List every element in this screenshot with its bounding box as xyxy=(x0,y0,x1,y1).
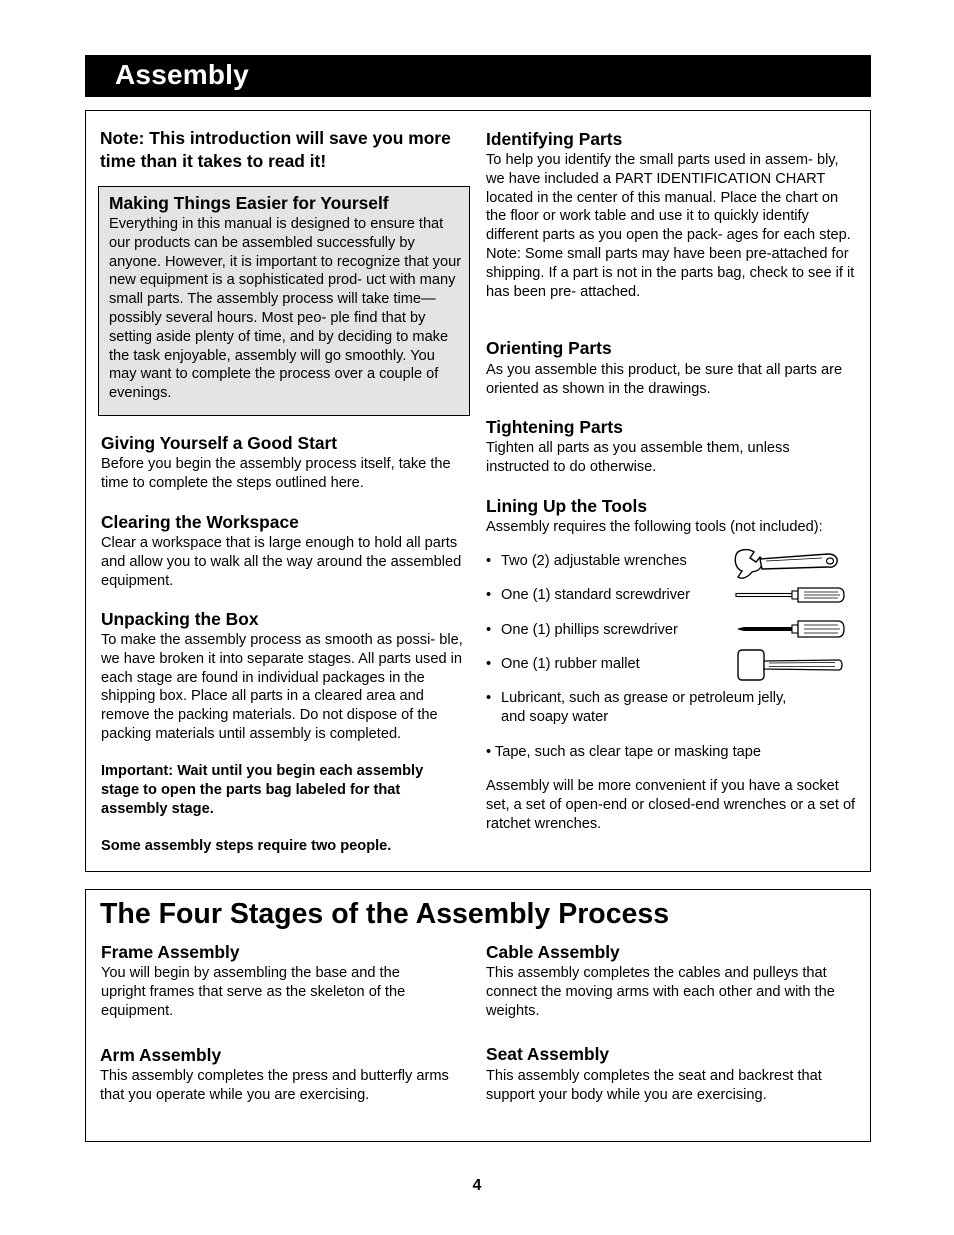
intro-note: Note: This introduction will save you more time than it takes to read it! xyxy=(100,128,451,171)
tool-list-item xyxy=(486,586,690,605)
page-number: 4 xyxy=(472,1177,482,1194)
tool-list-item xyxy=(486,621,678,640)
tool-list-item-label: Lubricant, such as grease or petroleum jelly, xyxy=(501,690,787,706)
identifying-body: To help you identify the small parts used in assem- bly, we have included a PART IDENTIFICATION CHART located in the center of this manual. Place the chart on the floor or work table and use it to quickly identify different parts as you open the pack- ages for each step. Note: Some small parts may have been pre-attached for shipping. If a part is not in the parts bag, check to see if it has been pre- attached. xyxy=(486,152,855,300)
important-note: Important: Wait until you begin each assembly stage to open the parts bag labeled for that assembly stage. xyxy=(101,763,424,817)
bullet: • xyxy=(486,553,492,569)
tightening-body: Tighten all parts as you assemble them, unless instructed to do otherwise. xyxy=(486,440,790,475)
convenient-note: Assembly will be more convenient if you have a socket set, a set of open-end or closed-end wrenches or a set of ratchet wrenches. xyxy=(486,778,856,832)
section-title: Assembly xyxy=(115,59,249,90)
tool-list-item xyxy=(486,655,640,674)
bullet: • xyxy=(486,622,492,638)
orienting-body: As you assemble this product, be sure that all parts are oriented as shown in the drawings. xyxy=(486,362,843,397)
unpacking-heading: Unpacking the Box xyxy=(101,609,259,629)
good-start-body: Before you begin the assembly process itself, take the time to complete the steps outlined here. xyxy=(101,456,451,491)
rubber-mallet-icon xyxy=(735,647,845,683)
unpacking-body: To make the assembly process as smooth as possi- ble, we have broken it into separate stages. All parts used in each stage are found in individual packages in the shipping box. Place all parts in a cleared area and remove the packing materials. Do not dispose of the packing materials until assembly is completed. xyxy=(101,632,463,742)
tool-list-item-label: Two (2) adjustable wrenches xyxy=(501,553,687,569)
stages-title: The Four Stages of the Assembly Process xyxy=(100,898,670,930)
section-header-bar xyxy=(85,55,871,97)
tip-box-heading: Making Things Easier for Yourself xyxy=(109,193,389,213)
tool-list-item-label-cont: and soapy water xyxy=(501,708,609,725)
bullet: • xyxy=(486,690,492,706)
tool-list-item xyxy=(486,552,687,571)
cable-assembly-heading: Cable Assembly xyxy=(486,942,620,962)
frame-assembly-heading: Frame Assembly xyxy=(101,942,240,962)
orienting-heading: Orienting Parts xyxy=(486,338,612,358)
phillips-screwdriver-icon xyxy=(736,619,846,639)
frame-assembly-body: You will begin by assembling the base and the upright frames that serve as the skeleton of the equipment. xyxy=(101,965,406,1019)
tools-heading: Lining Up the Tools xyxy=(486,496,647,516)
tightening-heading: Tightening Parts xyxy=(486,417,623,437)
seat-assembly-heading: Seat Assembly xyxy=(486,1044,610,1064)
bullet: • xyxy=(486,587,492,603)
good-start-heading: Giving Yourself a Good Start xyxy=(101,433,338,453)
tool-list-item-label: One (1) phillips screwdriver xyxy=(501,622,678,638)
standard-screwdriver-icon xyxy=(734,586,846,604)
identifying-heading: Identifying Parts xyxy=(486,129,623,149)
tool-list-item-label: One (1) rubber mallet xyxy=(501,656,640,672)
tool-list-item xyxy=(486,689,786,727)
tools-intro: Assembly requires the following tools (not included): xyxy=(486,519,823,535)
workspace-heading: Clearing the Workspace xyxy=(101,512,299,532)
bullet: • xyxy=(486,656,492,672)
tip-box-body: Everything in this manual is designed to ensure that our products can be assembled successfully by anyone. However, it is important to recognize that your new equipment is a sophisticated prod- uct with many small parts. The assembly process will take time—possibly several hours. Most peo- ple find that by setting aside plenty of time, and by deciding to make the task enjoyable, assembly will go smoothly. You may want to complete the process over a couple of evenings. xyxy=(109,216,462,402)
arm-assembly-heading: Arm Assembly xyxy=(100,1045,222,1065)
cable-assembly-body: This assembly completes the cables and pulleys that connect the moving arms with each other and with the weights. xyxy=(486,965,835,1019)
two-people-note: Some assembly steps require two people. xyxy=(101,838,392,854)
seat-assembly-body: This assembly completes the seat and backrest that support your body while you are exercising. xyxy=(486,1068,822,1103)
tape-item: • Tape, such as clear tape or masking tape xyxy=(486,744,761,760)
adjustable-wrench-icon xyxy=(732,547,840,581)
workspace-body: Clear a workspace that is large enough to hold all parts and allow you to walk all the way around the assembled equipment. xyxy=(101,535,462,589)
tool-list-item-label: One (1) standard screwdriver xyxy=(501,587,690,603)
arm-assembly-body: This assembly completes the press and butterfly arms that you operate while you are exercising. xyxy=(100,1068,449,1103)
